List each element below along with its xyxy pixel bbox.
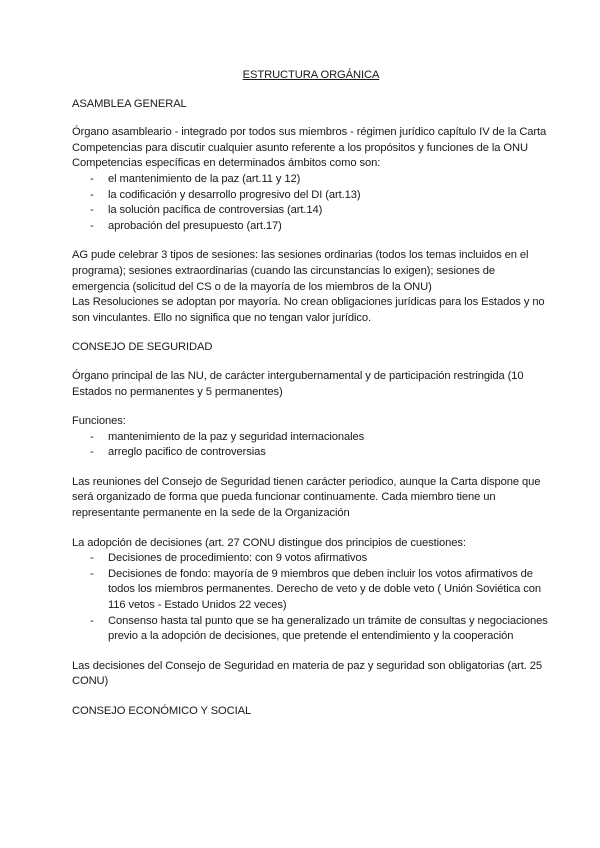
list-item: - aprobación del presupuesto (art.17) xyxy=(108,219,550,235)
list-item: - Decisiones de procedimiento: con 9 votos afirmativos xyxy=(108,551,550,567)
paragraph: Funciones: xyxy=(72,415,126,428)
paragraph: Órgano principal de las NU, de carácter intergubernamental y de participación restringida (10 Estados no permanentes y 5 permanentes) xyxy=(72,369,524,398)
document-title: ESTRUCTURA ORGÁNICA xyxy=(242,69,380,81)
section-heading-consejo-economico-y-social: CONSEJO ECONÓMICO Y SOCIAL xyxy=(72,705,252,717)
section-heading-asamblea-general: ASAMBLEA GENERAL xyxy=(72,97,187,110)
paragraph: Competencias para discutir cualquier asunto referente a los propósitos y funciones de la ONU xyxy=(72,141,528,154)
list-item: - la solución pacífica de controversias (art.14) xyxy=(108,203,550,219)
list-item: - la codificación y desarrollo progresivo del DI (art.13) xyxy=(108,188,550,204)
section-heading-consejo-de-seguridad: CONSEJO DE SEGURIDAD xyxy=(72,341,213,354)
paragraph: Las reuniones del Consejo de Seguridad tienen carácter periodico, aunque la Carta dispone que será organizado de forma que pueda funcionar continuamente. Cada miembro tiene un representante permanente en la sede de la Organización xyxy=(72,475,541,520)
bullet-list xyxy=(72,172,550,234)
paragraph: Las decisiones del Consejo de Seguridad en materia de paz y seguridad son obligatorias (art. 25 CONU) xyxy=(72,659,542,688)
paragraph: La adopción de decisiones (art. 27 CONU distingue dos principios de cuestiones: xyxy=(72,536,466,549)
paragraph: Las Resoluciones se adoptan por mayoría. No crean obligaciones jurídicas para los Estados y no son vinculantes. Ello no significa que no tengan valor jurídico. xyxy=(72,296,545,324)
list-item: - Decisiones de fondo: mayoría de 9 miembros que deben incluir los votos afirmativos de todos los miembros permanentes. Derecho de veto y de doble veto ( Unión Soviética con 116 vetos - Estado Unidos 22 veces) xyxy=(108,567,550,614)
bullet-list xyxy=(72,551,550,645)
list-item: - arreglo pacifico de controversias xyxy=(108,445,550,461)
paragraph: AG pude celebrar 3 tipos de sesiones: las sesiones ordinarias (todos los temas incluidos en el programa); sesiones extraordinarias (cuando las circunstancias lo exigen); sesiones de emergencia (solicitud del CS o de la mayoría de los miembros de la ONU) xyxy=(72,249,529,293)
paragraph: Órgano asambleario - integrado por todos sus miembros - régimen jurídico capítulo IV de la Carta xyxy=(72,126,547,139)
list-item: - Consenso hasta tal punto que se ha generalizado un trámite de consultas y negociaciones previo a la adopción de decisiones, que pretende el entendimiento y la cooperación xyxy=(108,614,550,645)
list-item: - mantenimiento de la paz y seguridad internacionales xyxy=(108,430,550,446)
bullet-list xyxy=(72,430,550,461)
list-item: - el mantenimiento de la paz (art.11 y 12) xyxy=(108,172,550,188)
paragraph: Competencias específicas en determinados ámbitos como son: xyxy=(72,157,381,170)
